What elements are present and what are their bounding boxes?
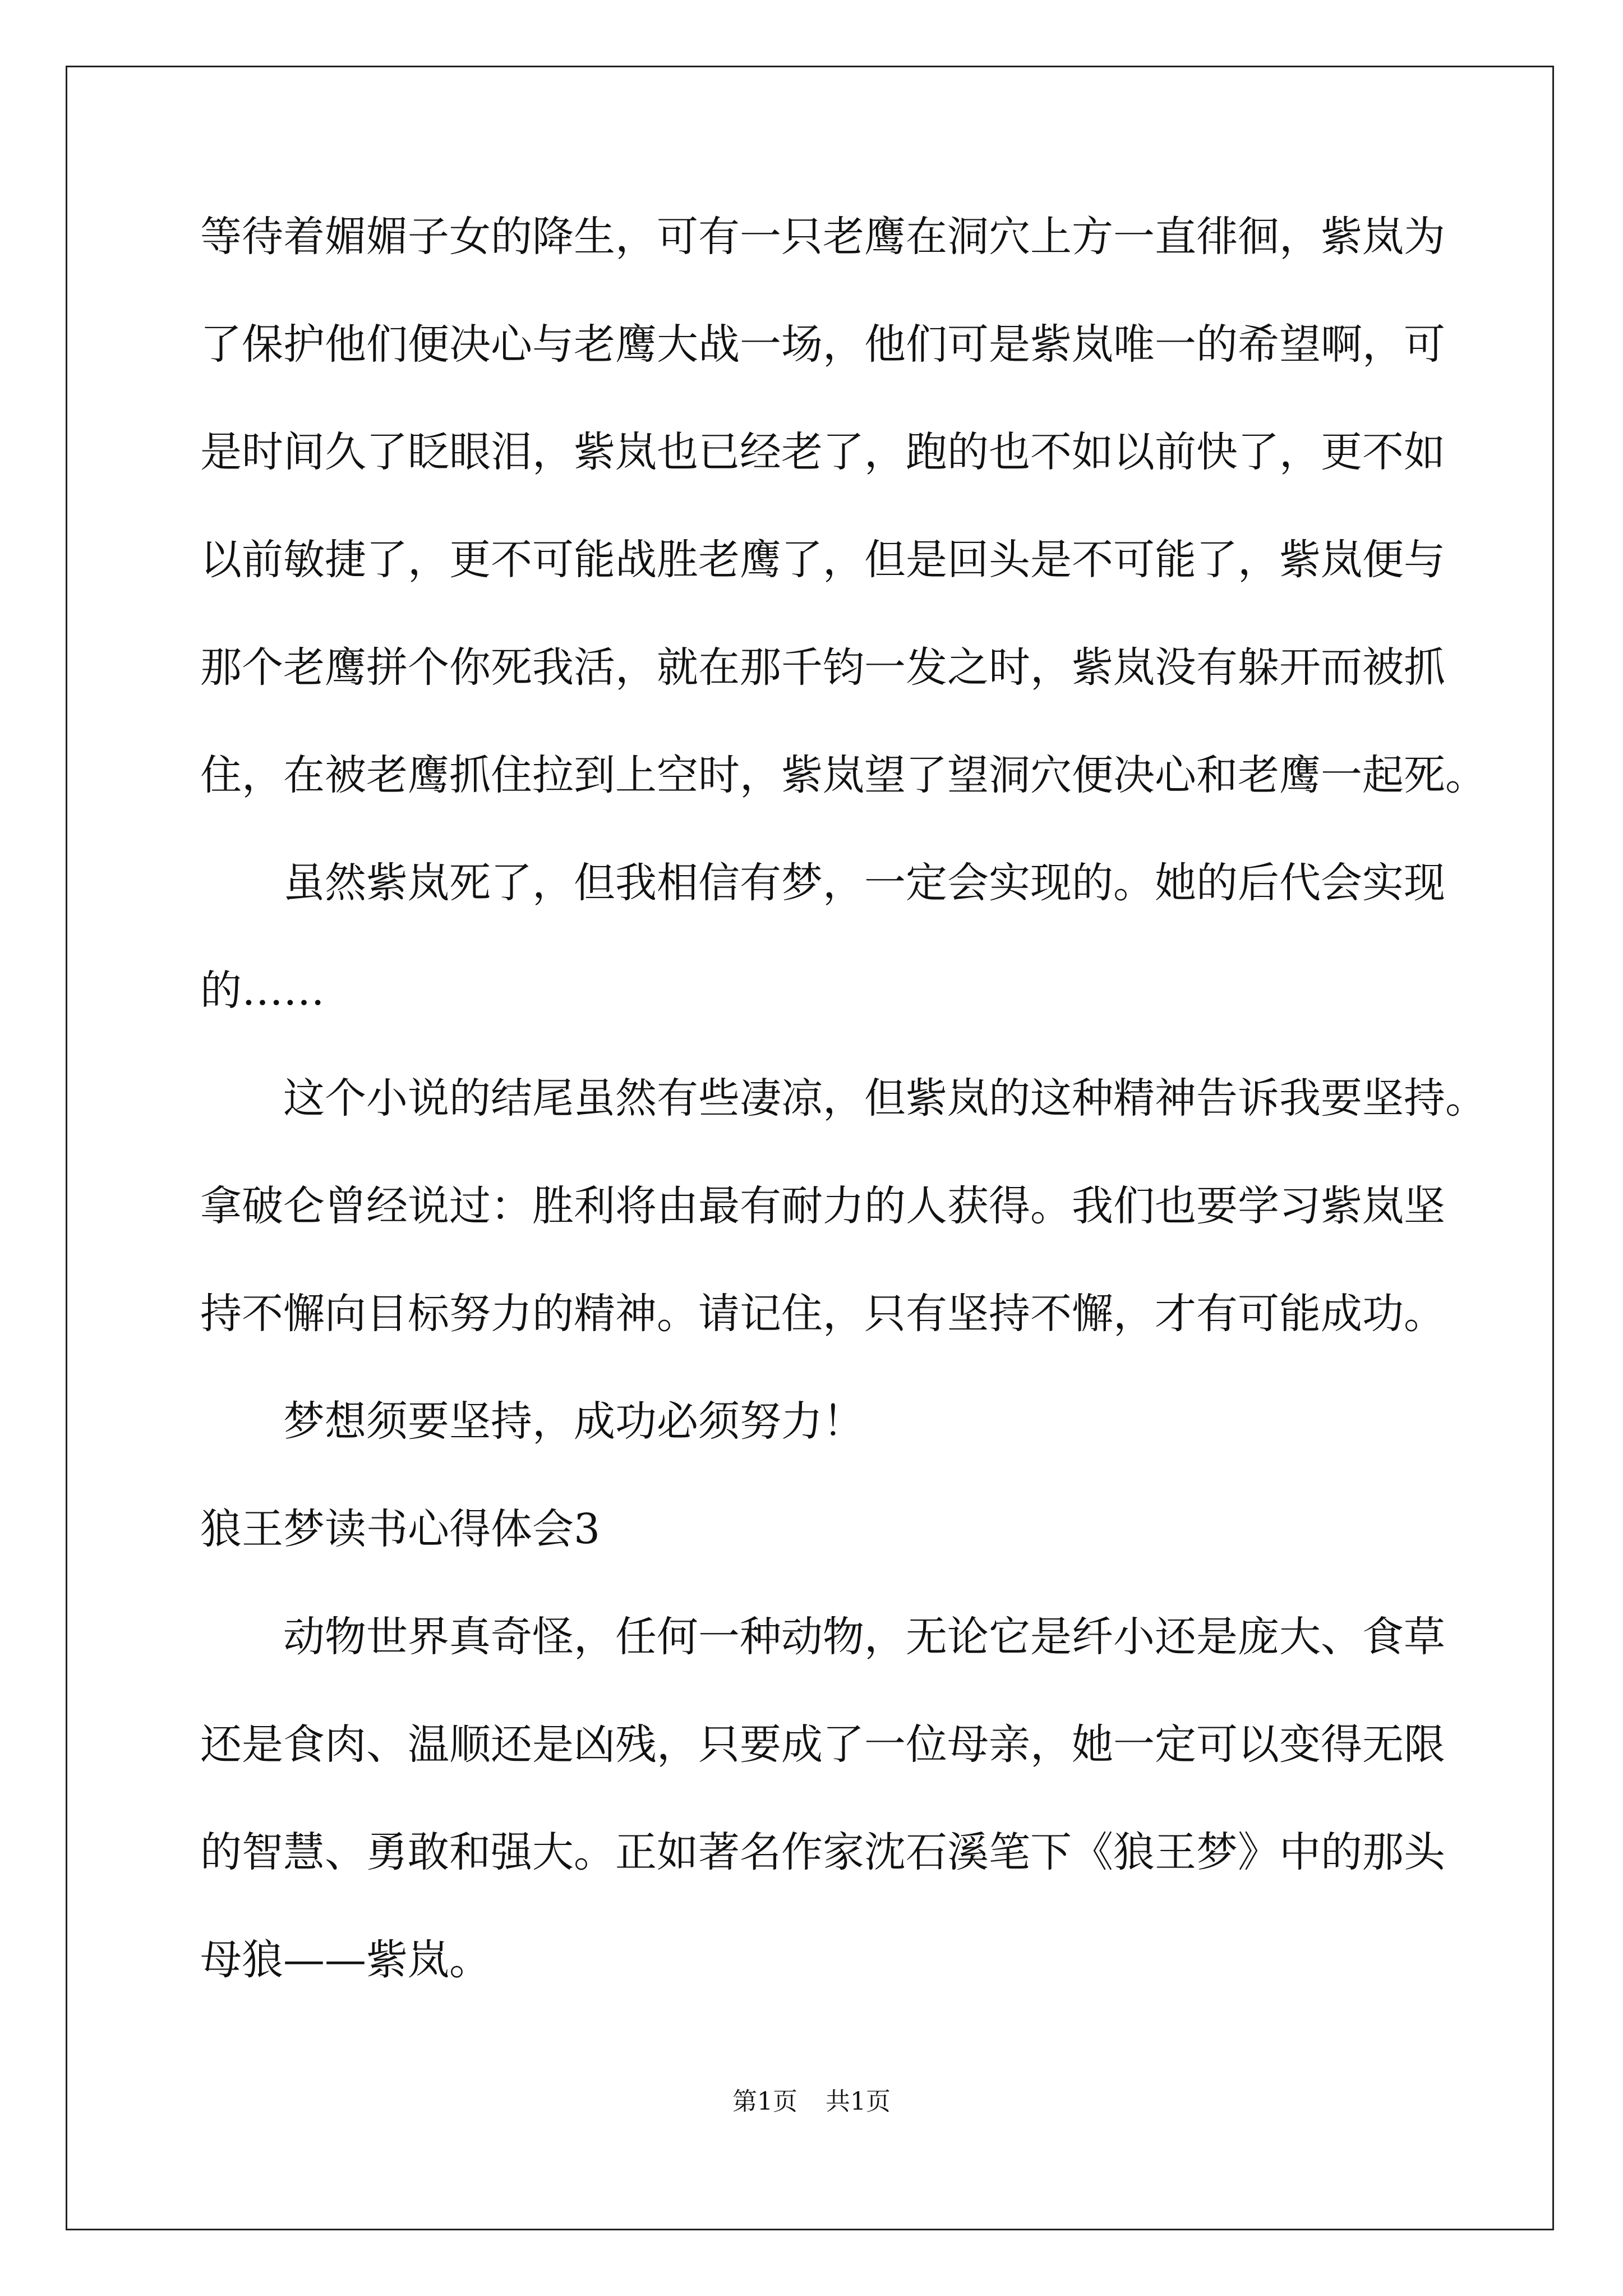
paragraph-line: 等待着媚媚子女的降生，可有一只老鹰在洞穴上方一直徘徊，紫岚为: [200, 213, 1445, 261]
paragraph-line: 那个老鹰拼个你死我活，就在那千钧一发之时，紫岚没有躲开而被抓: [200, 643, 1445, 692]
section-heading: 狼王梦读书心得体会3: [200, 1505, 601, 1553]
paragraph-line: 以前敏捷了，更不可能战胜老鹰了，但是回头是不可能了，紫岚便与: [200, 536, 1445, 584]
paragraph-line: 梦想须要坚持，成功必须努力！: [283, 1397, 864, 1446]
paragraph-line: 的……: [200, 967, 325, 1015]
paragraph-line: 持不懈向目标努力的精神。请记住，只有坚持不懈，才有可能成功。: [200, 1290, 1445, 1338]
paragraph-line: 虽然紫岚死了，但我相信有梦，一定会实现的。她的后代会实现: [283, 859, 1445, 907]
page-number: 第1页: [732, 2087, 797, 2116]
paragraph-line: 住，在被老鹰抓住拉到上空时，紫岚望了望洞穴便决心和老鹰一起死。: [200, 751, 1487, 799]
paragraph-line: 母狼——紫岚。: [200, 1936, 491, 1984]
paragraph-line: 这个小说的结尾虽然有些凄凉，但紫岚的这种精神告诉我要坚持。: [283, 1074, 1487, 1122]
page-footer: [0, 2086, 1623, 2118]
paragraph-line: 了保护他们便决心与老鹰大战一场，他们可是紫岚唯一的希望啊，可: [200, 320, 1445, 369]
paragraph-line: 是时间久了眨眼泪，紫岚也已经老了，跑的也不如以前快了，更不如: [200, 428, 1445, 476]
page-border: [66, 66, 1554, 2230]
page-total: 共1页: [826, 2087, 891, 2116]
paragraph-line: 的智慧、勇敢和强大。正如著名作家沈石溪笔下《狼王梦》中的那头: [200, 1828, 1445, 1876]
paragraph-line: 还是食肉、温顺还是凶残，只要成了一位母亲，她一定可以变得无限: [200, 1720, 1445, 1769]
paragraph-line: 动物世界真奇怪，任何一种动物，无论它是纤小还是庞大、食草: [283, 1613, 1445, 1661]
paragraph-line: 拿破仑曾经说过：胜利将由最有耐力的人获得。我们也要学习紫岚坚: [200, 1182, 1445, 1230]
